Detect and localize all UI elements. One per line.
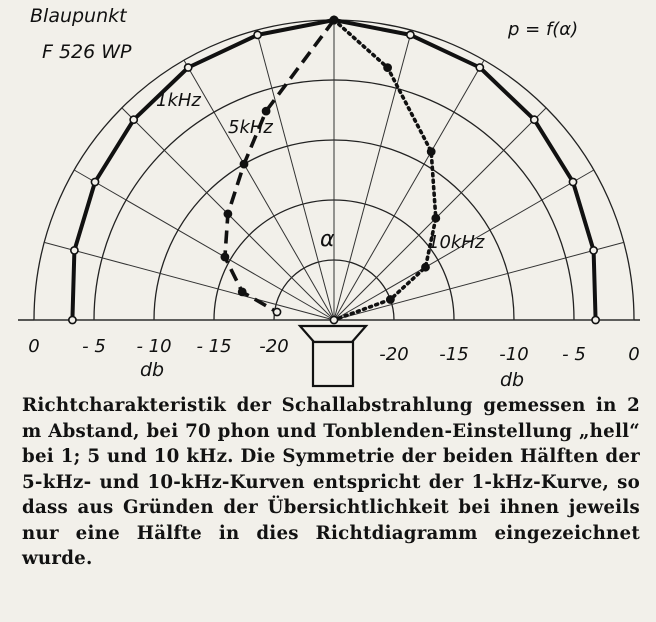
data-point-5khz xyxy=(224,210,231,217)
data-point-5khz xyxy=(263,108,270,115)
angle-alpha-label: α xyxy=(320,227,335,252)
tick-label-right: -20 xyxy=(379,344,409,365)
grid-spoke xyxy=(334,30,412,320)
data-point-5khz xyxy=(240,161,247,168)
brand-label: Blaupunkt xyxy=(30,5,127,27)
data-point-1khz xyxy=(407,31,414,38)
data-point-10khz xyxy=(330,16,337,23)
data-point-1khz xyxy=(91,178,98,185)
data-point-1khz xyxy=(69,316,76,323)
series-label-1khz: 1kHz xyxy=(156,90,201,111)
tick-label-right: - 5 xyxy=(562,344,586,365)
data-point-1khz xyxy=(592,316,599,323)
data-point-1khz xyxy=(185,64,192,71)
grid-spoke xyxy=(74,170,334,320)
tick-label-left: 0 xyxy=(28,336,40,357)
grid-spoke xyxy=(44,242,334,320)
tick-label-left: - 5 xyxy=(82,336,106,357)
formula-label: p = f(α) xyxy=(508,19,579,40)
data-point-5khz xyxy=(239,288,246,295)
tick-label-left: - 15 xyxy=(196,336,232,357)
tick-label-left: - 10 xyxy=(136,336,172,357)
data-point-10khz xyxy=(432,215,439,222)
tick-label-left: -20 xyxy=(259,336,289,357)
grid-spoke xyxy=(334,242,624,320)
data-point-1khz xyxy=(254,31,261,38)
data-point-1khz xyxy=(531,116,538,123)
figure-caption: Richtcharakteristik der Schallabstrahlung gemessen in 2 m Abstand, bei 70 phon und Tonblenden-Einstellung „hell“ bei 1; 5 und 10 kHz. Die Symmetrie der beiden Hälften der 5-kHz- und 10-kHz-Kurven entspricht der 1-kHz-Kurve, so dass aus Gründen der Übersichtlichkeit bei ihnen jeweils nur eine Hälfte in dies Richtdiagramm eingezeichnet wurde. xyxy=(22,395,640,569)
speaker-icon xyxy=(300,326,366,386)
axis-unit-right: db xyxy=(500,369,525,391)
data-point-1khz xyxy=(71,247,78,254)
series-label-5khz: 5kHz xyxy=(228,117,273,138)
data-point-10khz xyxy=(330,316,337,323)
tick-label-right: 0 xyxy=(628,344,640,365)
data-point-10khz xyxy=(384,64,391,71)
data-point-10khz xyxy=(387,296,394,303)
data-point-1khz xyxy=(590,247,597,254)
grid-spoke xyxy=(184,60,334,320)
data-point-5khz xyxy=(273,308,280,315)
data-point-5khz xyxy=(221,253,228,260)
polar-grid xyxy=(18,20,640,320)
tick-label-right: -10 xyxy=(499,344,529,365)
axis-unit-left: db xyxy=(140,359,165,381)
tick-label-right: -15 xyxy=(439,344,469,365)
grid-spoke xyxy=(334,108,546,320)
data-point-10khz xyxy=(428,148,435,155)
data-point-1khz xyxy=(130,116,137,123)
data-point-1khz xyxy=(569,178,576,185)
model-label: F 526 WP xyxy=(42,41,132,63)
series-label-10khz: 10kHz xyxy=(428,232,485,253)
data-point-1khz xyxy=(476,64,483,71)
data-point-10khz xyxy=(422,264,429,271)
